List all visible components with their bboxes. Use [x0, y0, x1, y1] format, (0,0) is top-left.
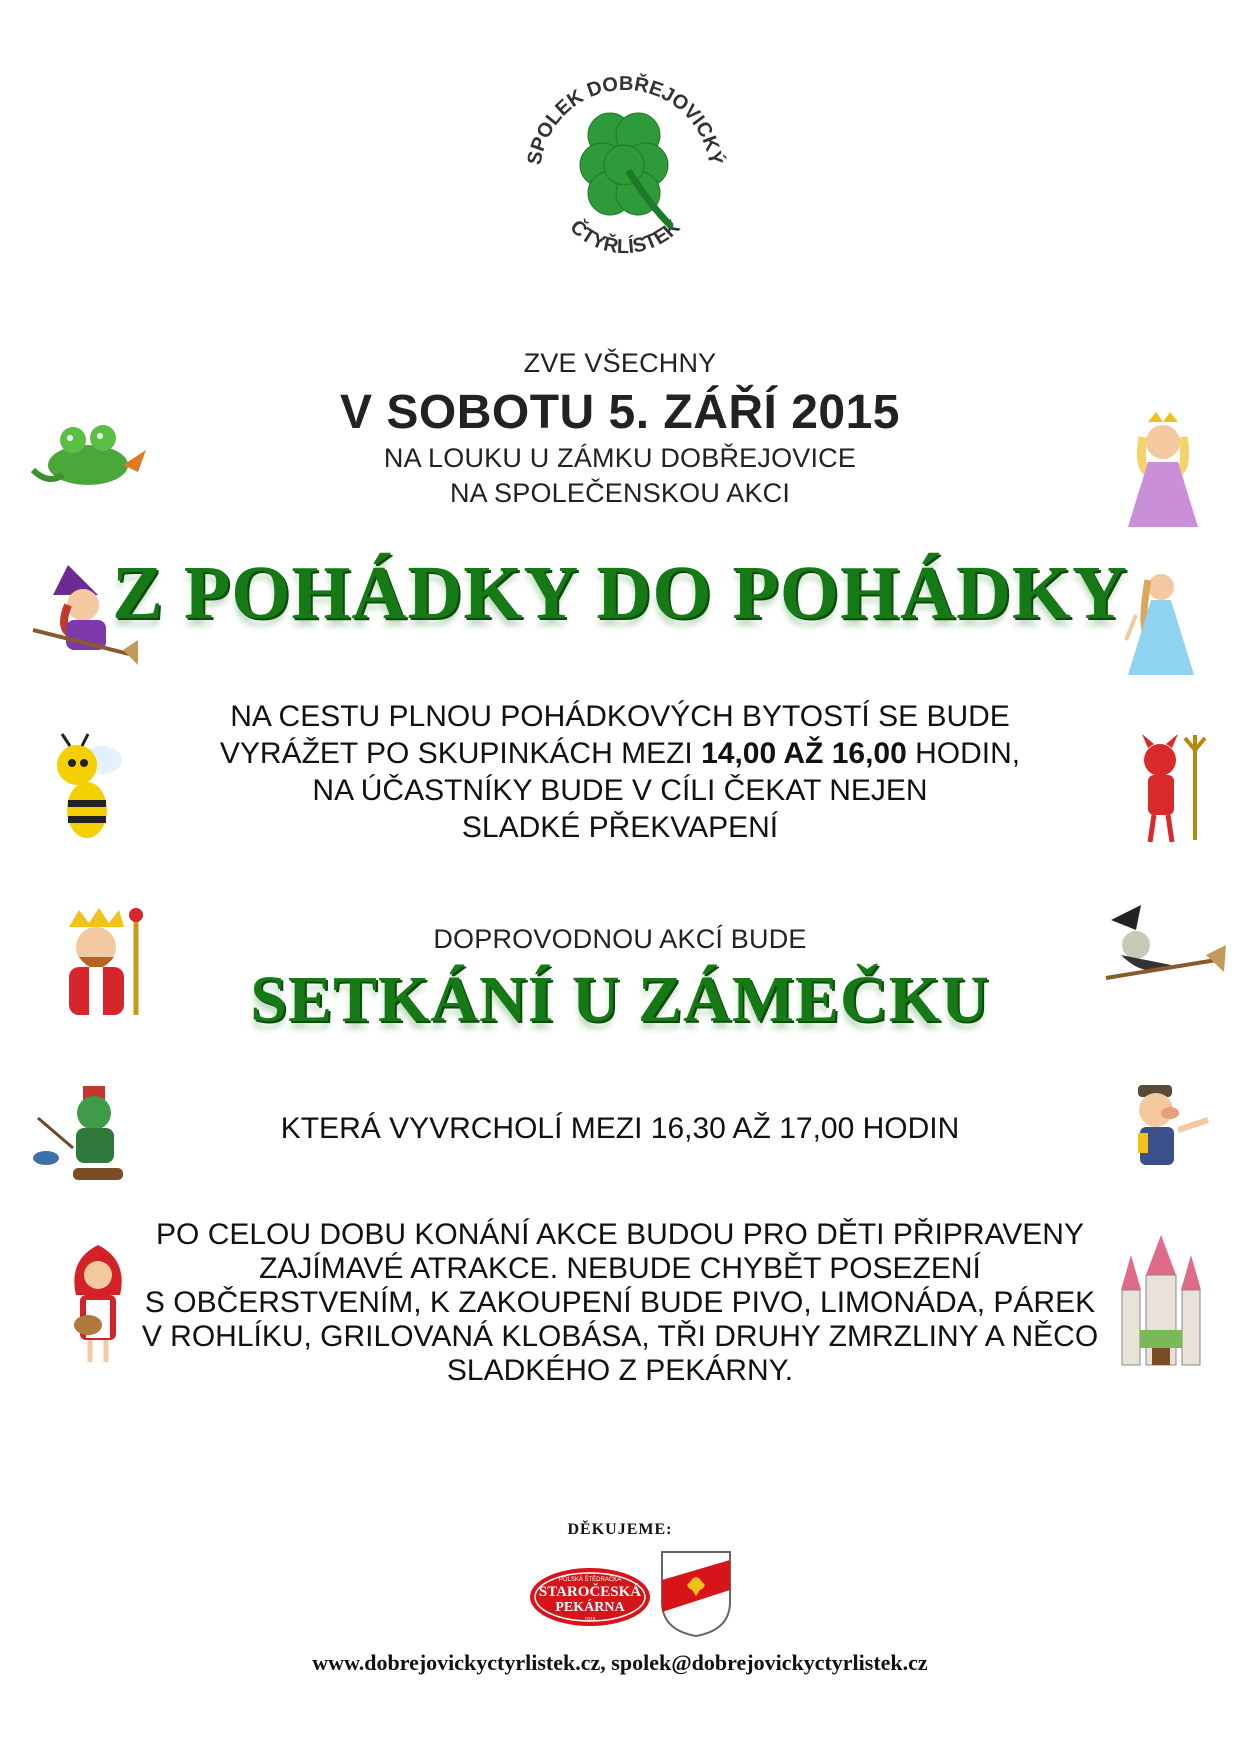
paragraph-route-line-2	[0, 735, 1240, 772]
flying-witch-icon	[1096, 900, 1216, 1020]
club-logo	[510, 55, 740, 285]
paragraph-route	[0, 698, 1240, 846]
sponsor-bakery-logo	[528, 1566, 652, 1628]
bakery-year: 1916	[584, 1617, 596, 1623]
bakery-tagline: POLSKÁ ŠTĚDRAČKA	[558, 1577, 622, 1583]
village-crest-icon	[660, 1550, 732, 1638]
paragraph-attractions	[0, 1218, 1240, 1388]
logo-text-top: SPOLEK DOBŘEJOVICKÝ	[523, 72, 727, 167]
paragraph-attractions-line-2: ZAJÍMAVÉ ATRAKCE. NEBUDE CHYBĚT POSEZENÍ	[259, 1252, 981, 1285]
departure-time: 14,00 AŽ 16,00	[701, 737, 907, 770]
paragraph-route-line-4: SLADKÉ PŘEKVAPENÍ	[461, 811, 779, 844]
invite-event-type: NA SPOLEČENSKOU AKCI	[449, 478, 791, 508]
paragraph-attractions-line-1: PO CELOU DOBU KONÁNÍ AKCE BUDOU PRO DĚTI PŘIPRAVENY	[156, 1218, 1084, 1251]
water-goblin-icon	[28, 1078, 148, 1198]
paragraph-attractions-line-3: S OBČERSTVENÍM, K ZAKOUPENÍ BUDE PIVO, LIMONÁDA, PÁREK	[144, 1286, 1096, 1319]
four-leaf-clover-icon	[510, 55, 740, 285]
event-date: V SOBOTU 5. ZÁŘÍ 2015	[340, 386, 900, 439]
little-red-riding-hood-icon	[58, 1240, 178, 1360]
grumpy-old-man-icon	[1118, 1075, 1238, 1195]
thanks-label: DĚKUJEME:	[567, 1521, 673, 1538]
climax-time: KTERÁ VYVRCHOLÍ MEZI 16,30 AŽ 17,00 HODIN	[280, 1112, 960, 1145]
bee-icon	[32, 730, 152, 850]
logo-text-bottom: ČTYŘLÍSTEK	[565, 215, 685, 259]
witch-on-broom-icon	[28, 560, 148, 680]
paragraph-route-line-2-pre: VYRÁŽET PO SKUPINKÁCH MEZI	[219, 737, 702, 770]
subtitle: DOPROVODNOU AKCÍ BUDE	[433, 924, 807, 954]
dragon-icon	[28, 410, 148, 530]
bakery-name-1: STAROČESKÁ	[538, 1584, 642, 1600]
secondary-title: SETKÁNÍ U ZÁMEČKU	[250, 963, 990, 1036]
paragraph-attractions-line-5: SLADKÉHO Z PEKÁRNY.	[446, 1354, 794, 1387]
invite-line-1: ZVE VŠECHNY	[523, 348, 717, 378]
paragraph-route-line-3: NA ÚČASTNÍKY BUDE V CÍLI ČEKAT NEJEN	[312, 774, 928, 807]
devil-icon	[1120, 730, 1240, 850]
footer-contacts: www.dobrejovickyctyrlistek.cz, spolek@dobrejovickyctyrlistek.cz	[312, 1650, 928, 1675]
fairy-icon	[1116, 565, 1236, 685]
king-icon	[34, 905, 154, 1025]
invite-location: NA LOUKU U ZÁMKU DOBŘEJOVICE	[383, 443, 857, 473]
paragraph-route-line-2-post: HODIN,	[906, 737, 1021, 770]
bakery-name-2: PEKÁRNA	[555, 1600, 625, 1615]
paragraph-attractions-line-4: V ROHLÍKU, GRILOVANÁ KLOBÁSA, TŘI DRUHY ZMRZLINY A NĚCO	[141, 1320, 1099, 1353]
princess-icon	[1118, 412, 1238, 532]
main-title: Z POHÁDKY DO POHÁDKY	[112, 551, 1128, 635]
paragraph-route-line-1: NA CESTU PLNOU POHÁDKOVÝCH BYTOSTÍ SE BUDE	[230, 700, 1010, 733]
castle-icon	[1116, 1235, 1236, 1355]
